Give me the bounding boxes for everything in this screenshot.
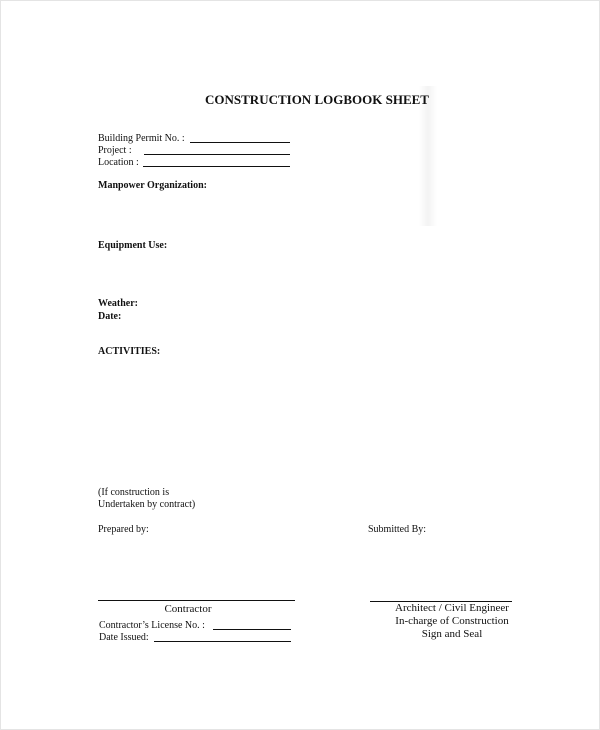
activities-heading: ACTIVITIES:: [98, 346, 161, 357]
equipment-heading: Equipment Use:: [98, 240, 168, 251]
engineer-title: Architect / Civil Engineer: [395, 602, 509, 614]
license-field[interactable]: [213, 629, 291, 630]
location-field[interactable]: [143, 166, 290, 167]
contract-note-line2: Undertaken by contract): [98, 499, 196, 510]
page-title: CONSTRUCTION LOGBOOK SHEET: [205, 92, 429, 107]
date-issued-field[interactable]: [154, 641, 291, 642]
building-permit-field[interactable]: [190, 142, 290, 143]
weather-heading: Weather:: [98, 298, 138, 309]
submitted-by-label: Submitted By:: [368, 524, 427, 535]
project-field[interactable]: [144, 154, 290, 155]
location-label: Location :: [98, 157, 139, 168]
engineer-role: In-charge of Construction: [395, 615, 509, 627]
contractor-title: Contractor: [164, 603, 212, 615]
contract-note-line1: (If construction is: [98, 487, 170, 498]
project-label: Project :: [98, 145, 132, 156]
date-heading: Date:: [98, 311, 122, 322]
license-label: Contractor’s License No. :: [99, 620, 205, 631]
sign-and-seal-label: Sign and Seal: [421, 628, 483, 640]
date-issued-label: Date Issued:: [99, 632, 149, 643]
manpower-heading: Manpower Organization:: [98, 180, 207, 191]
building-permit-label: Building Permit No. :: [98, 133, 185, 144]
contractor-signature-line[interactable]: [98, 600, 295, 601]
prepared-by-label: Prepared by:: [98, 524, 149, 535]
